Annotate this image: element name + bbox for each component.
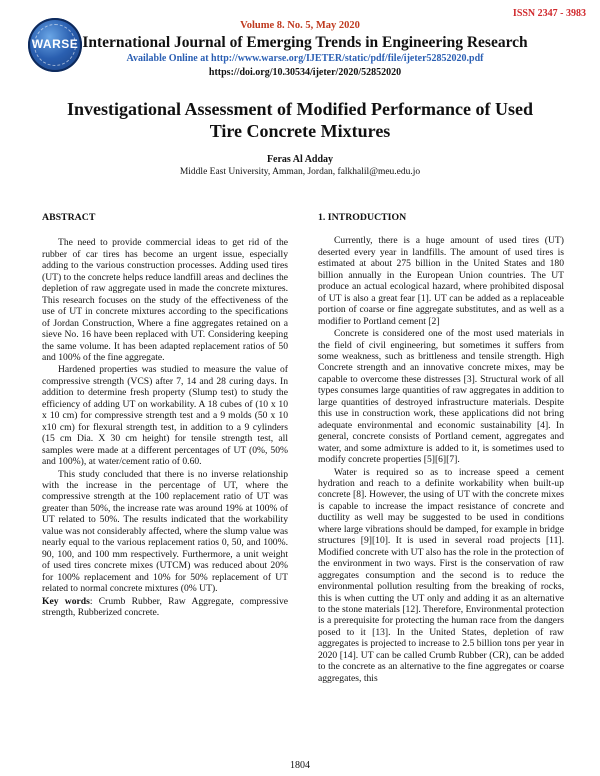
page-number: 1804 bbox=[290, 760, 310, 771]
keywords-text: : Crumb Rubber, Raw Aggregate, compressive strength, Rubberized concrete. bbox=[42, 595, 288, 618]
introduction-paragraph: Water is required so as to increase speed a cement hydration and reach to a definite workability when built-up concrete [8]. However, the using of UT with the concrete mixes is capable to increase the impact resistance of concrete and ductility as well may be suggested to be used in conditions where large vibrations should be damped, for example in bridge structures [9][10]. It is used in several road projects [11]. Modified concrete with UT also has the role in the protection of the environment in two ways. First is the conservation of raw aggregates consumption and the second is to reduce the environmental pollution resulting from the breaking of rocks, this is when cutting the UT only and adding it as an alternative to the stone materials [12]. Therefore, Environmental protection is a prerequisite for protecting the human race from the dangers posed to it [13]. In the United States, depletion of raw aggregates is projected to increase to 2.5 billion tons per year in 2020 [14]. UT can be called Crumb Rubber (CR), can be added to the concrete as an alternative to the fine aggregates or coarse aggregates, this bbox=[318, 466, 564, 684]
doi-link[interactable]: https://doi.org/10.30534/ijeter/2020/52852020 bbox=[208, 67, 402, 78]
introduction-paragraph: Concrete is considered one of the most used materials in the field of civil engineering, but sometimes it suffers from some weakness, such as brittleness and tensile strength. High Concrete strength and an innovative concrete mixes, may be capable to overcome these distresses [3]. Structural work of all types consumes large quantities of raw aggregates in addition to large quantities of destroyed infrastructure materials. Despite this use in construction work, these applications did not bring adequate environmental and economic sustainability [4]. In general, concrete consists of Portland cement, aggregates and water, and some admixture is added to it, is sometimes used to modify concrete properties [5][6][7]. bbox=[318, 328, 564, 466]
introduction-heading: 1. INTRODUCTION bbox=[318, 212, 407, 223]
abstract-paragraph: This study concluded that there is no inverse relationship with the increase in the percentage of UT, where the compressive strength at the 100 replacement ratio of UT was greater than 50%, the increase rate was around 19% at 100% of UT related to 50%. The results indicated that the workability value was not considerably affected, where the slump value was nearly equal to the various replacement ratios 0, 50, and 100%. 90, 100, and 100 mm respectively. Furthermore, a unit weight of used tires concrete mixes (UTCM) was reduced about 20% for 100% replacement and 10% for 50% replacement of UT related to normal concrete mixtures (0% UT). bbox=[42, 468, 288, 595]
keywords-label: Key words bbox=[42, 595, 90, 607]
introduction-column bbox=[318, 212, 564, 685]
keywords bbox=[42, 596, 288, 619]
author-affiliation: Middle East University, Amman, Jordan, falkhalil@meu.edu.jo bbox=[179, 167, 421, 177]
abstract-heading: ABSTRACT bbox=[42, 212, 96, 223]
online-link[interactable]: Available Online at http://www.warse.org/IJETER/static/pdf/file/ijeter52852020.pdf bbox=[126, 53, 484, 64]
journal-title: International Journal of Emerging Trends in Engineering Research bbox=[82, 34, 528, 51]
paper-title: Investigational Assessment of Modified Performance of Used Tire Concrete Mixtures bbox=[67, 99, 533, 141]
volume-info: Volume 8. No. 5, May 2020 bbox=[240, 20, 360, 31]
logo-text: WARSE bbox=[31, 37, 79, 51]
abstract-paragraph: The need to provide commercial ideas to get rid of the rubber of car tires has become an urgent issue, especially adding to the various construction processes. Adding used tires (UT) to the concrete helps reduce landfill areas and declines the depletion of raw aggregate used in made the concrete mixtures. This research focuses on the study of the effectiveness of the use of UT in concrete mixtures according to the specifications of Jordan Construction, Where a fine aggregates retained on a sieve No. 16 have been replaced with UT. Considering keeping the same volume. It has been adapted replacement ratios of 50 and 100% of the fine aggregate. bbox=[42, 237, 288, 363]
introduction-paragraph: Currently, there is a huge amount of used tires (UT) deserted every year in landfills. The amount of used tires is estimated at about 275 billion in the United States and 180 billion annually in the European Union countries. The UT produce an actual ecological hazard, where prohibited disposal of UT is also a great fear [1]. UT can be added as a replaceable portion of coarse or fine aggregate substitutes, and as well as a modifier to Portland cement [2] bbox=[318, 235, 564, 327]
abstract-column bbox=[42, 212, 288, 619]
abstract-paragraph: Hardened properties was studied to measure the value of compressive strength (VCS) after 7, 14 and 28 curing days. In addition to determine fresh property (Slump test) to study the efficiency of adding UT on workability. A 18 cubes of (10 x 10 x 10 cm) for compressive strength test and a 9 molds (50 x 10 x10 cm) for flexural strength test, in addition to a 9 cylinders (15 cm Dia. X 30 cm height) for tensile strength test, all samples were made at a different percentages of UT (0%, 50% and 100%), at water/cement ratio of 0.60. bbox=[42, 364, 288, 468]
author-name: Feras Al Adday bbox=[266, 154, 334, 165]
issn: ISSN 2347 - 3983 bbox=[512, 8, 586, 19]
